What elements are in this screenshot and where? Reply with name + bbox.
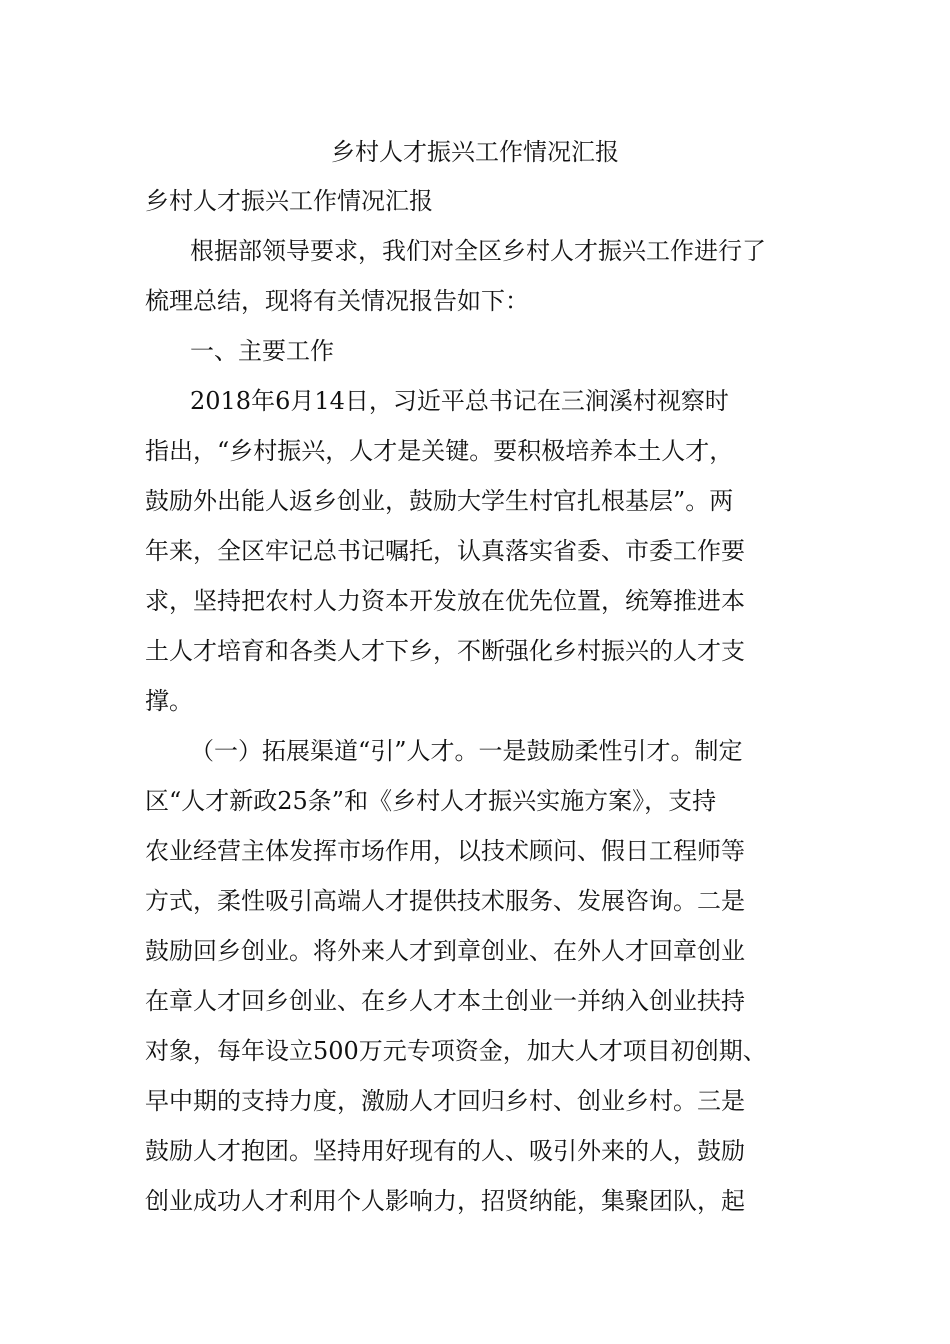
document-title: 乡村人才振兴工作情况汇报 xyxy=(331,138,619,166)
text-line: 2018年6月14日，习近平总书记在三涧溪村视察时 xyxy=(190,387,729,415)
text-line: 农业经营主体发挥市场作用，以技术顾问、假日工程师等 xyxy=(145,837,745,865)
text-line: 鼓励回乡创业。将外来人才到章创业、在外人才回章创业 xyxy=(145,937,745,965)
text-line: （一）拓展渠道“引”人才。一是鼓励柔性引才。制定 xyxy=(190,737,743,765)
text-line: 乡村人才振兴工作情况汇报 xyxy=(145,187,433,215)
text-line: 根据部领导要求，我们对全区乡村人才振兴工作进行了 xyxy=(190,237,766,265)
text-line: 求，坚持把农村人力资本开发放在优先位置，统筹推进本 xyxy=(145,587,745,615)
text-line: 年来，全区牢记总书记嘱托，认真落实省委、市委工作要 xyxy=(145,537,745,565)
text-line: 在章人才回乡创业、在乡人才本土创业一并纳入创业扶持 xyxy=(145,987,745,1015)
text-line: 区“人才新政25条”和《乡村人才振兴实施方案》，支持 xyxy=(145,787,717,815)
text-line: 撑。 xyxy=(145,687,193,715)
section-heading: 一、主要工作 xyxy=(190,337,334,365)
text-line: 创业成功人才利用个人影响力，招贤纳能，集聚团队，起 xyxy=(145,1187,745,1215)
text-line: 鼓励人才抱团。坚持用好现有的人、吸引外来的人，鼓励 xyxy=(145,1137,745,1165)
text-line: 早中期的支持力度，激励人才回归乡村、创业乡村。三是 xyxy=(145,1087,745,1115)
text-line: 鼓励外出能人返乡创业，鼓励大学生村官扎根基层”。两 xyxy=(145,487,734,515)
text-line: 对象，每年设立500万元专项资金，加大人才项目初创期、 xyxy=(145,1037,767,1065)
text-line: 梳理总结，现将有关情况报告如下： xyxy=(145,287,529,315)
text-line: 指出，“乡村振兴，人才是关键。要积极培养本土人才， xyxy=(145,437,734,465)
text-line: 方式，柔性吸引高端人才提供技术服务、发展咨询。二是 xyxy=(145,887,745,915)
text-line: 土人才培育和各类人才下乡，不断强化乡村振兴的人才支 xyxy=(145,637,745,665)
